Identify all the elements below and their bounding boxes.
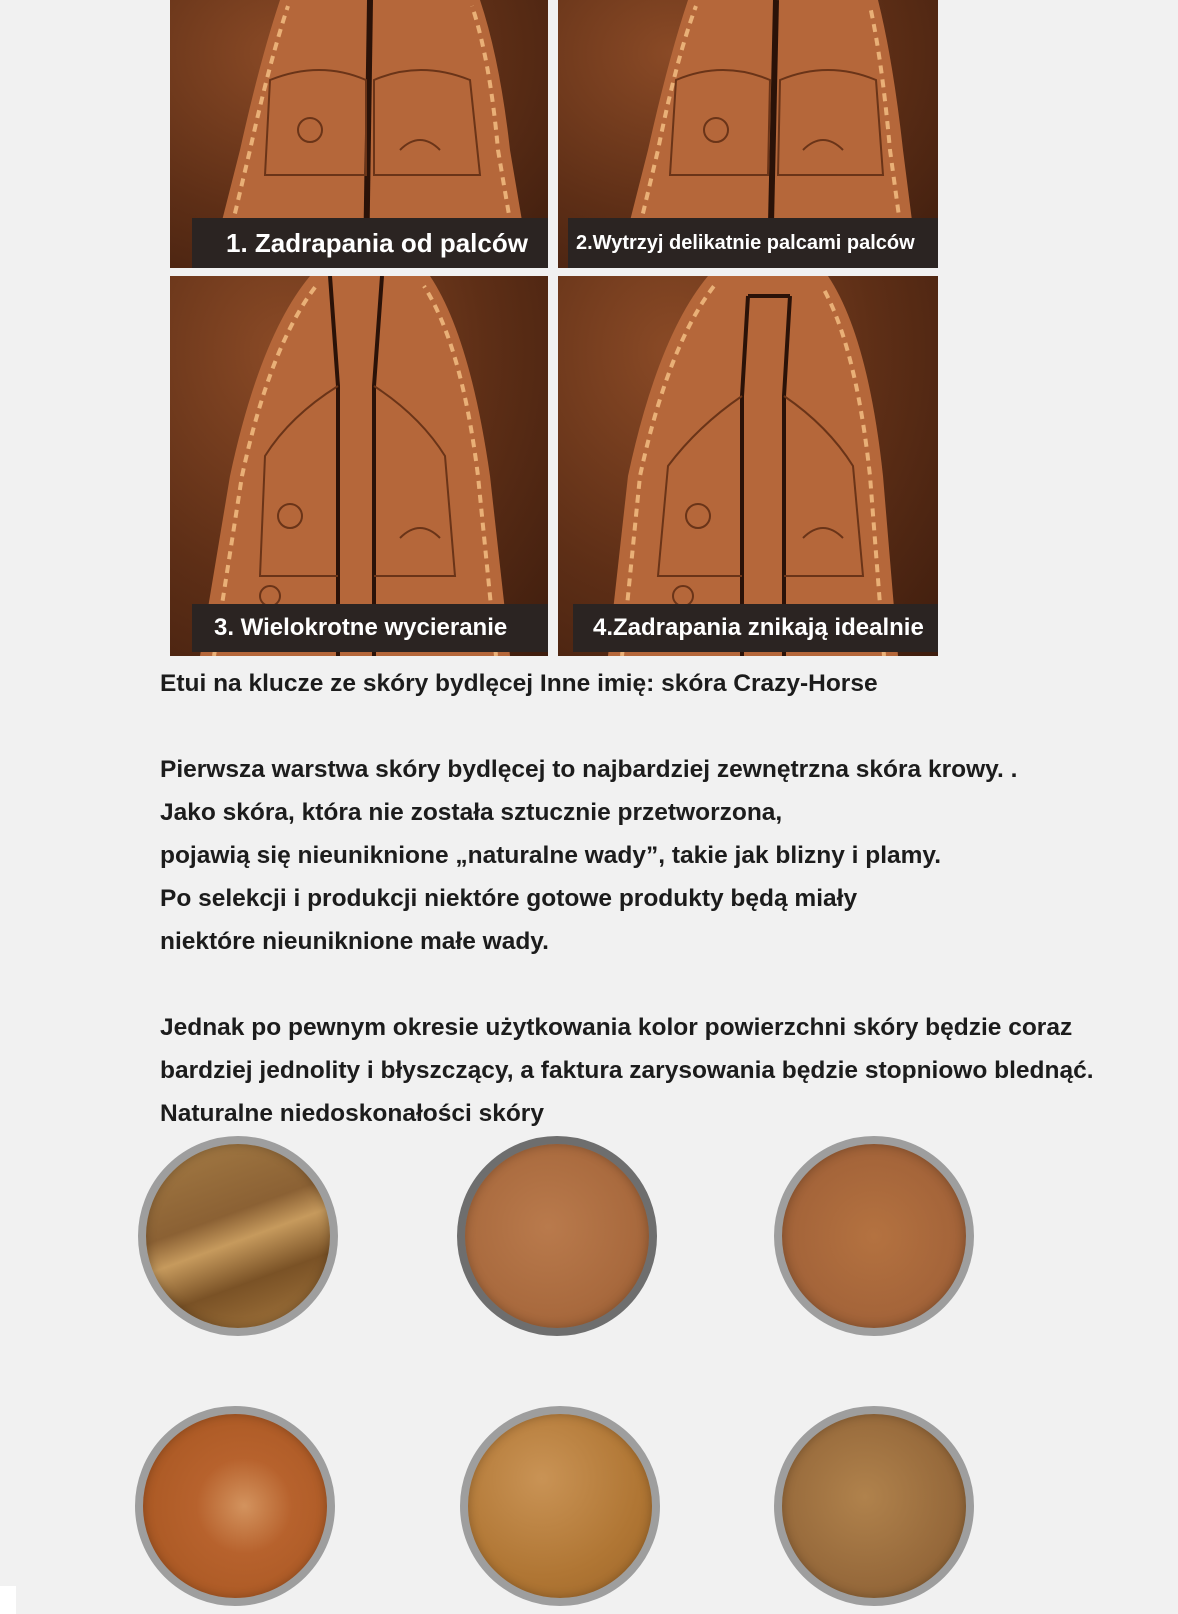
description-heading: Etui na klucze ze skóry bydlęcej Inne imię: skóra Crazy-Horse [160, 670, 878, 697]
leather-swatch-3 [774, 1136, 974, 1336]
leather-swatch-1 [138, 1136, 338, 1336]
step-caption: 2.Wytrzyj delikatnie palcami palców [568, 218, 938, 268]
description-line: Po selekcji i produkcji niektóre gotowe produkty będą miały [160, 885, 858, 912]
section-title: Naturalne niedoskonałości skóry [160, 1100, 544, 1127]
description-line: Jako skóra, która nie została sztucznie przetworzona, [160, 799, 783, 826]
leather-swatch-5 [460, 1406, 660, 1606]
description-line: Jednak po pewnym okresie użytkowania kolor powierzchni skóry będzie coraz [160, 1014, 1073, 1041]
leather-key-case-illustration [558, 276, 938, 656]
description-line: niektóre nieuniknione małe wady. [160, 928, 549, 955]
step-caption: 3. Wielokrotne wycieranie [192, 604, 548, 652]
description-line: pojawią się nieuniknione „naturalne wady”, takie jak blizny i plamy. [160, 842, 942, 869]
product-description [160, 662, 1178, 1135]
corner-block [0, 1586, 16, 1614]
step-photo-4 [558, 276, 938, 656]
leather-swatch-2 [457, 1136, 657, 1336]
step-caption: 1. Zadrapania od palców [192, 218, 548, 268]
description-line: bardziej jednolity i błyszczący, a faktura zarysowania będzie stopniowo blednąć. [160, 1057, 1094, 1084]
leather-key-case-illustration [170, 276, 548, 656]
step-photo-2 [558, 0, 938, 268]
step-caption: 4.Zadrapania znikają idealnie [573, 604, 938, 652]
step-photo-3 [170, 276, 548, 656]
leather-swatch-6 [774, 1406, 974, 1606]
leather-swatch-4 [135, 1406, 335, 1606]
step-photo-1 [170, 0, 548, 268]
description-line: Pierwsza warstwa skóry bydlęcej to najbardziej zewnętrzna skóra krowy. . [160, 756, 1018, 783]
